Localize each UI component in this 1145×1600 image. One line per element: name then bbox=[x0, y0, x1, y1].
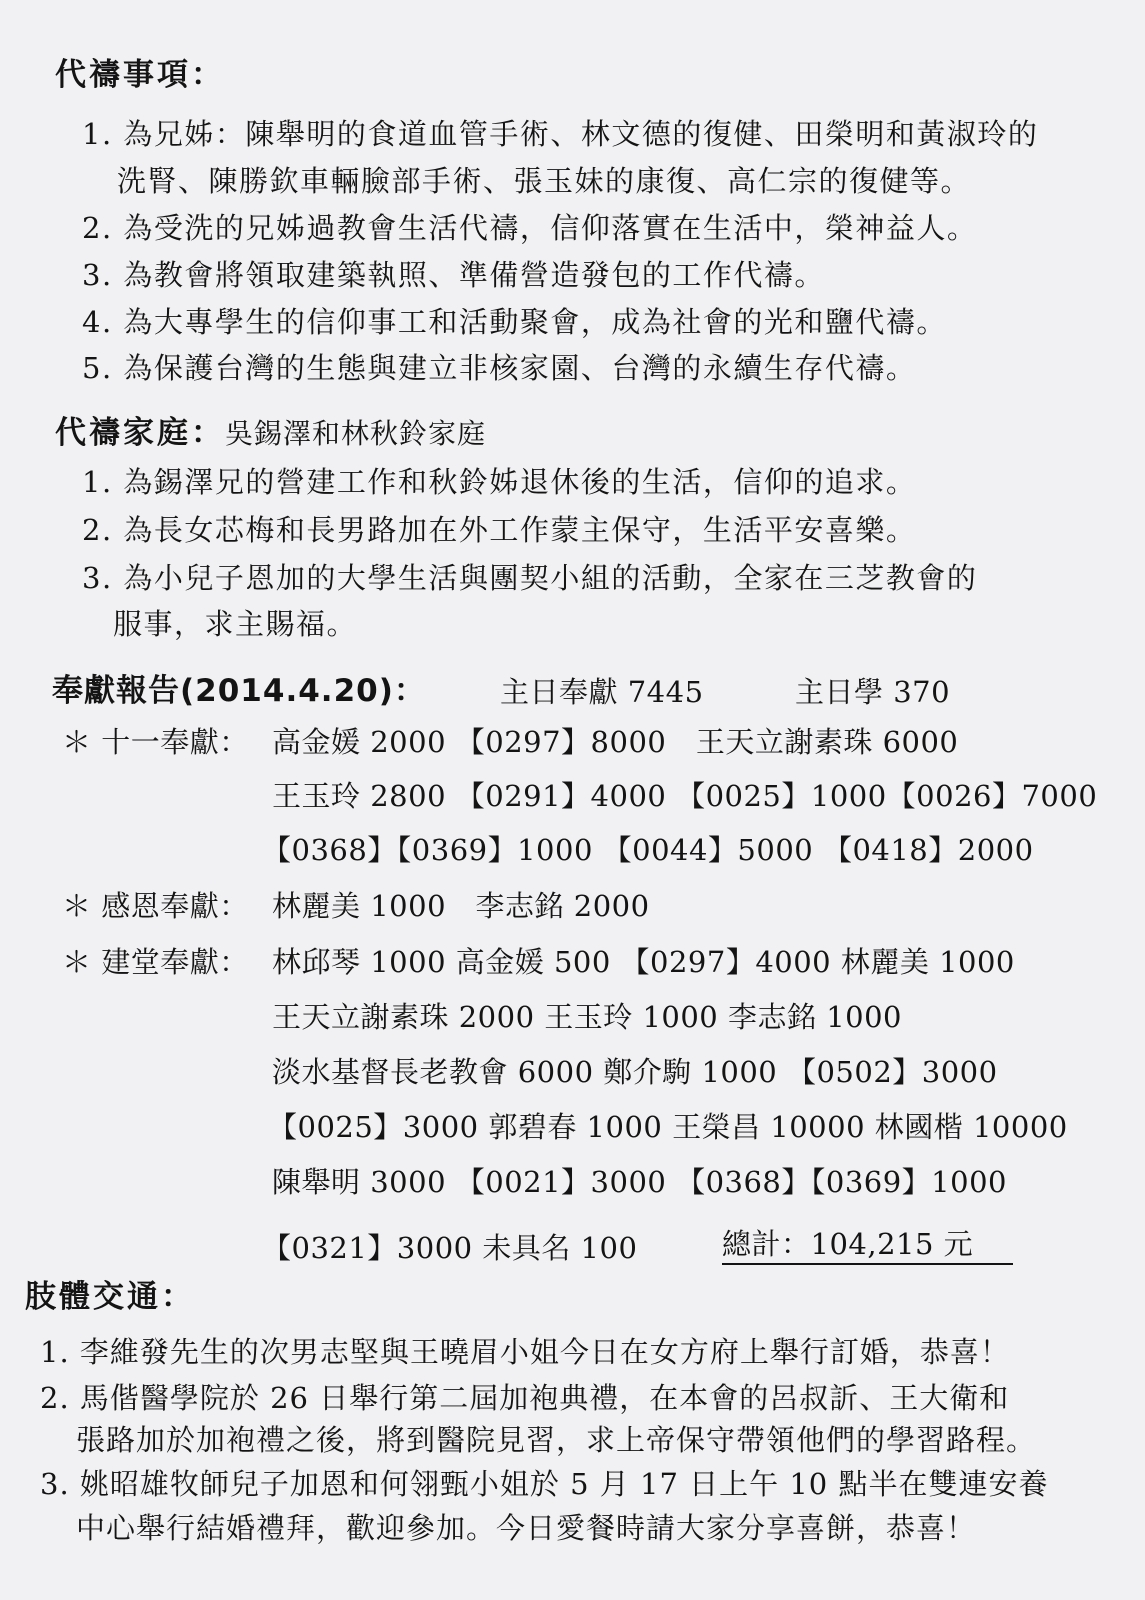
fellowship-item-1 bbox=[40, 1334, 1010, 1370]
item-number: 2. bbox=[82, 211, 113, 245]
fellowship-item-2 bbox=[40, 1380, 1009, 1416]
item-number: 3. bbox=[82, 561, 113, 595]
prayer-family-heading bbox=[55, 414, 486, 453]
tithe-line: 王玉玲 2800 【0291】4000 【0025】1000【0026】7000 bbox=[272, 779, 1098, 813]
thanks-label: ＊ 感恩奉獻： bbox=[62, 889, 249, 923]
family-item-3 bbox=[82, 560, 977, 596]
item-text: 馬偕醫學院於 26 日舉行第二屆加袍典禮，在本會的呂叔訢、王大衛和 bbox=[79, 1381, 1010, 1415]
tithe-label: ＊ 十一奉獻： bbox=[62, 725, 249, 759]
thanks-line: 林麗美 1000 李志銘 2000 bbox=[272, 889, 650, 923]
building-label: ＊ 建堂奉獻： bbox=[62, 945, 249, 979]
item-text: 為錫澤兄的營建工作和秋鈴姊退休後的生活，信仰的追求。 bbox=[123, 465, 917, 499]
building-line: 【0025】3000 郭碧春 1000 王榮昌 10000 林國楷 10000 bbox=[268, 1110, 1068, 1144]
family-item-3-continued: 服事，求主賜福。 bbox=[113, 607, 358, 641]
item-number: 1. bbox=[82, 465, 113, 499]
prayer-item-3 bbox=[82, 257, 825, 293]
prayer-item-5 bbox=[82, 350, 916, 386]
building-line: 林邱琴 1000 高金媛 500 【0297】4000 林麗美 1000 bbox=[272, 945, 1015, 979]
tithe-line: 【0368】【0369】1000 【0044】5000 【0418】2000 bbox=[262, 833, 1034, 867]
building-line: 陳舉明 3000 【0021】3000 【0368】【0369】1000 bbox=[272, 1165, 1007, 1199]
item-number: 4. bbox=[82, 305, 113, 339]
item-number: 3. bbox=[40, 1467, 70, 1501]
item-number: 1. bbox=[40, 1335, 70, 1369]
building-line: 淡水基督長老教會 6000 鄭介駒 1000 【0502】3000 bbox=[272, 1055, 998, 1089]
offering-total-text: 總計：104,215 元 bbox=[722, 1227, 1013, 1265]
item-text: 為保護台灣的生態與建立非核家園、台灣的永續生存代禱。 bbox=[123, 351, 917, 385]
prayer-item-1-continued: 洗腎、陳勝欽車輛臉部手術、張玉妹的康復、高仁宗的復健等。 bbox=[117, 164, 972, 198]
item-number: 3. bbox=[82, 258, 113, 292]
item-number: 1. bbox=[82, 117, 113, 151]
prayer-items-heading: 代禱事項： bbox=[55, 57, 225, 93]
item-text: 為大專學生的信仰事工和活動聚會，成為社會的光和鹽代禱。 bbox=[123, 305, 947, 339]
offering-report-heading: 奉獻報告(2014.4.20)： bbox=[52, 673, 426, 709]
item-text: 為小兒子恩加的大學生活與團契小組的活動，全家在三芝教會的 bbox=[123, 561, 978, 595]
sunday-school-offering: 主日學 370 bbox=[795, 675, 951, 709]
item-text: 為長女芯梅和長男路加在外工作蒙主保守，生活平安喜樂。 bbox=[123, 513, 917, 547]
item-number: 5. bbox=[82, 351, 113, 385]
prayer-item-2 bbox=[82, 210, 977, 246]
item-text: 為教會將領取建築執照、準備營造發包的工作代禱。 bbox=[123, 258, 825, 292]
fellowship-item-3 bbox=[40, 1466, 1048, 1502]
item-number: 2. bbox=[82, 513, 113, 547]
fellowship-item-3-continued: 中心舉行結婚禮拜，歡迎參加。今日愛餐時請大家分享喜餅，恭喜！ bbox=[76, 1511, 977, 1545]
prayer-family-name: 吳錫澤和林秋鈴家庭 bbox=[225, 417, 487, 450]
building-line: 王天立謝素珠 2000 王玉玲 1000 李志銘 1000 bbox=[272, 1000, 903, 1034]
item-text: 為受洗的兄姊過教會生活代禱，信仰落實在生活中，榮神益人。 bbox=[123, 211, 978, 245]
item-text: 姚昭雄牧師兒子加恩和何翎甄小姐於 5 月 17 日上午 10 點半在雙連安養 bbox=[79, 1467, 1049, 1501]
item-text: 為兄姊：陳舉明的食道血管手術、林文德的復健、田榮明和黃淑玲的 bbox=[123, 117, 1039, 151]
item-number: 2. bbox=[40, 1381, 70, 1415]
offering-total bbox=[722, 1224, 1013, 1264]
prayer-item-4 bbox=[82, 304, 947, 340]
item-text: 李維發先生的次男志堅與王曉眉小姐今日在女方府上舉行訂婚，恭喜！ bbox=[79, 1335, 1010, 1369]
fellowship-heading: 肢體交通： bbox=[25, 1279, 195, 1315]
prayer-item-1 bbox=[82, 116, 1038, 152]
building-line: 【0321】3000 未具名 100 bbox=[262, 1231, 638, 1265]
sunday-offering: 主日奉獻 7445 bbox=[500, 675, 704, 709]
prayer-family-title: 代禱家庭： bbox=[55, 415, 225, 451]
tithe-line: 高金媛 2000 【0297】8000 王天立謝素珠 6000 bbox=[272, 725, 959, 759]
family-item-1 bbox=[82, 464, 916, 500]
family-item-2 bbox=[82, 512, 916, 548]
fellowship-item-2-continued: 張路加於加袍禮之後，將到醫院見習，求上帝保守帶領他們的學習路程。 bbox=[76, 1423, 1037, 1457]
